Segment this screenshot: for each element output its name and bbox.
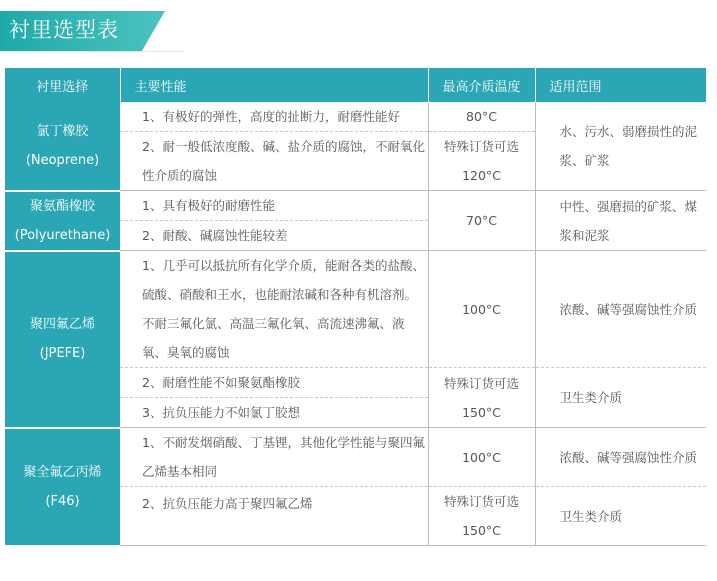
lining-name-cell (5, 191, 120, 251)
property-text: 2、耐磨性能不如聚氨酯橡胶 (120, 368, 428, 398)
table-row (5, 191, 706, 221)
lining-name: 氯丁橡胶 (36, 123, 89, 139)
title-underline (0, 51, 185, 52)
property-text: 1、具有极好的耐磨性能 (120, 191, 428, 221)
scope-text: 卫生类介质 (535, 487, 706, 546)
lining-name: 聚四氟乙烯 (29, 317, 95, 332)
scope-text: 浓酸、碱等强腐蚀性介质 (535, 251, 706, 368)
scope-text: 卫生类介质 (535, 368, 706, 428)
max-temp-special: 150°C (462, 404, 501, 420)
max-temp-special: 150°C (462, 523, 501, 538)
lining-name-cell (5, 428, 120, 546)
scope-text: 中性、强磨损的矿浆、煤浆和泥浆 (535, 191, 706, 251)
property-text: 2、耐一般低浓度酸、碱、盐介质的腐蚀，不耐氧化性介质的腐蚀 (120, 132, 428, 191)
max-temp-special: 120°C (462, 168, 501, 183)
property-text: 2、抗负压能力高于聚四氟乙烯 (120, 487, 428, 546)
max-temp: 100°C (428, 428, 535, 487)
property-text: 1、不耐发烟硝酸、丁基锂，其他化学性能与聚四氟乙烯基本相同 (120, 428, 428, 487)
table-row (5, 428, 706, 487)
lining-name-en: (Polyurethane) (14, 227, 111, 243)
max-temp: 70°C (428, 191, 535, 251)
special-order-note: 特殊订货可选 (443, 139, 519, 154)
max-temp: 80°C (428, 102, 535, 132)
lining-name-cell (5, 102, 120, 191)
table-row (5, 251, 706, 368)
page-title: 衬里选型表 (9, 18, 119, 42)
col-header-max-temp: 最高介质温度 (428, 68, 535, 102)
max-temp-cell (428, 487, 535, 546)
lining-name: 聚氨酯橡胶 (29, 198, 95, 214)
lining-name-cell (5, 251, 120, 428)
property-text: 2、耐酸、碱腐蚀性能较差 (120, 221, 428, 251)
max-temp: 100°C (428, 251, 535, 368)
property-text: 1、有极好的弹性，高度的扯断力，耐磨性能好 (120, 102, 428, 132)
property-text: 3、抗负压能力不如氯丁胶想 (120, 398, 428, 428)
lining-name-en: (Neoprene) (25, 152, 100, 168)
special-order-note: 特殊订货可选 (443, 375, 519, 391)
lining-name: 聚全氟乙丙烯 (23, 464, 102, 480)
max-temp-cell (428, 132, 535, 191)
lining-selection-table (5, 68, 706, 547)
col-header-scope: 适用范围 (535, 68, 706, 102)
table-header-row (5, 68, 706, 102)
max-temp-cell (428, 368, 535, 428)
special-order-note: 特殊订货可选 (443, 494, 519, 509)
scope-text: 浓酸、碱等强腐蚀性介质 (535, 428, 706, 487)
col-header-lining: 衬里选择 (5, 68, 120, 102)
lining-name-en: (F46) (45, 493, 80, 509)
table-row (5, 102, 706, 132)
col-header-properties: 主要性能 (120, 68, 428, 102)
lining-name-en: (JPEFE) (39, 346, 86, 361)
property-text: 1、几乎可以抵抗所有化学介质，能耐各类的盐酸、硫酸、硝酸和王水，也能耐浓碱和各种有机溶剂。不耐三氟化氯、高温三氟化氧、高流速沸氟、液氧、臭氧的腐蚀 (120, 251, 428, 368)
scope-text: 水、污水、弱磨损性的泥浆、矿浆 (535, 102, 706, 191)
